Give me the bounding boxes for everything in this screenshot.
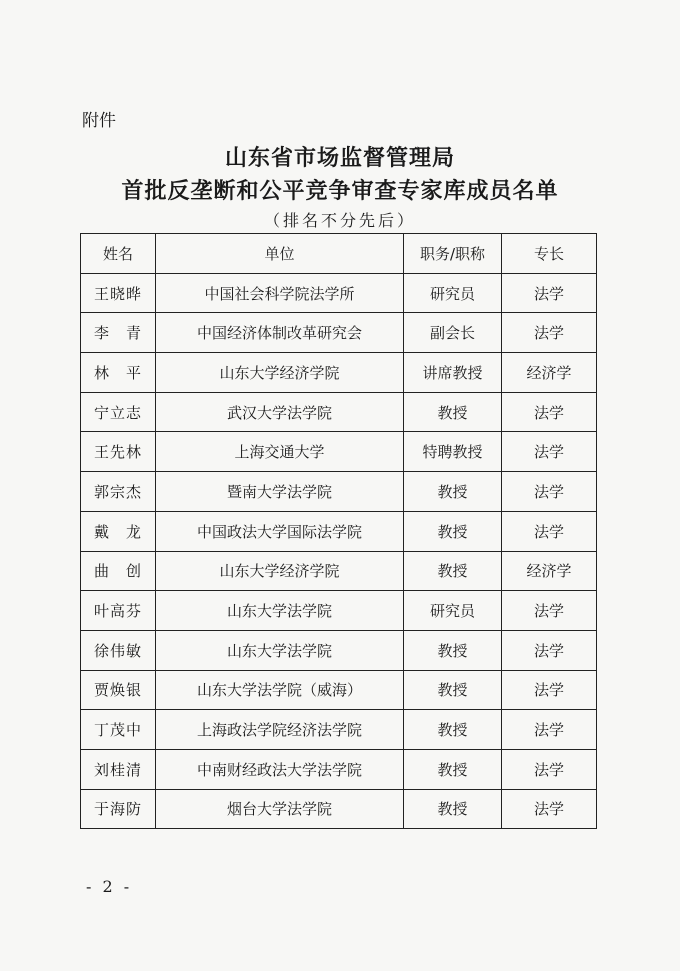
table-row	[81, 353, 597, 393]
header-name: 姓名	[81, 234, 156, 274]
cell-title: 教授	[404, 630, 502, 670]
cell-name: 王先林	[81, 432, 156, 472]
header-organization: 单位	[156, 234, 404, 274]
cell-name: 林 平	[81, 353, 156, 393]
table-row	[81, 472, 597, 512]
table-row	[81, 749, 597, 789]
cell-name: 叶高芬	[81, 591, 156, 631]
table-row	[81, 511, 597, 551]
cell-specialty: 法学	[502, 591, 597, 631]
cell-specialty: 法学	[502, 392, 597, 432]
cell-title: 副会长	[404, 313, 502, 353]
table-row	[81, 273, 597, 313]
cell-organization: 上海政法学院经济法学院	[156, 710, 404, 750]
cell-organization: 中国经济体制改革研究会	[156, 313, 404, 353]
cell-title: 教授	[404, 511, 502, 551]
cell-name: 王晓晔	[81, 273, 156, 313]
cell-title: 教授	[404, 551, 502, 591]
cell-title: 教授	[404, 472, 502, 512]
cell-specialty: 法学	[502, 472, 597, 512]
cell-specialty: 法学	[502, 749, 597, 789]
cell-organization: 烟台大学法学院	[156, 789, 404, 829]
cell-name: 徐伟敏	[81, 630, 156, 670]
table-row	[81, 551, 597, 591]
cell-organization: 山东大学法学院	[156, 591, 404, 631]
cell-name: 贾焕银	[81, 670, 156, 710]
cell-organization: 武汉大学法学院	[156, 392, 404, 432]
cell-organization: 中南财经政法大学法学院	[156, 749, 404, 789]
document-subtitle: （排名不分先后）	[263, 211, 416, 230]
cell-name: 戴 龙	[81, 511, 156, 551]
table-row	[81, 789, 597, 829]
cell-title: 教授	[404, 392, 502, 432]
page-number: - 2 -	[86, 877, 133, 896]
table-row	[81, 591, 597, 631]
cell-specialty: 法学	[502, 789, 597, 829]
header-title: 职务/职称	[404, 234, 502, 274]
cell-specialty: 经济学	[502, 353, 597, 393]
cell-organization: 山东大学法学院	[156, 630, 404, 670]
cell-specialty: 法学	[502, 670, 597, 710]
cell-specialty: 经济学	[502, 551, 597, 591]
cell-title: 特聘教授	[404, 432, 502, 472]
cell-organization: 山东大学法学院（威海）	[156, 670, 404, 710]
document-title-line-1: 山东省市场监督管理局	[224, 145, 455, 171]
cell-specialty: 法学	[502, 511, 597, 551]
document-title-line-2: 首批反垄断和公平竞争审查专家库成员名单	[121, 178, 559, 204]
table-row	[81, 392, 597, 432]
cell-organization: 上海交通大学	[156, 432, 404, 472]
cell-organization: 中国社会科学院法学所	[156, 273, 404, 313]
cell-title: 讲席教授	[404, 353, 502, 393]
cell-title: 教授	[404, 749, 502, 789]
cell-title: 教授	[404, 710, 502, 750]
cell-name: 郭宗杰	[81, 472, 156, 512]
table-header-row	[81, 234, 597, 274]
cell-name: 刘桂清	[81, 749, 156, 789]
cell-name: 于海防	[81, 789, 156, 829]
cell-organization: 暨南大学法学院	[156, 472, 404, 512]
expert-roster-table	[80, 233, 597, 829]
cell-specialty: 法学	[502, 710, 597, 750]
cell-name: 李 青	[81, 313, 156, 353]
cell-name: 宁立志	[81, 392, 156, 432]
table-row	[81, 432, 597, 472]
table-row	[81, 630, 597, 670]
table-row	[81, 710, 597, 750]
cell-organization: 中国政法大学国际法学院	[156, 511, 404, 551]
cell-name: 丁茂中	[81, 710, 156, 750]
attachment-label: 附件	[82, 111, 116, 131]
cell-title: 研究员	[404, 591, 502, 631]
table-row	[81, 670, 597, 710]
table-row	[81, 313, 597, 353]
cell-title: 研究员	[404, 273, 502, 313]
cell-specialty: 法学	[502, 313, 597, 353]
cell-specialty: 法学	[502, 630, 597, 670]
cell-specialty: 法学	[502, 432, 597, 472]
header-specialty: 专长	[502, 234, 597, 274]
cell-title: 教授	[404, 789, 502, 829]
cell-specialty: 法学	[502, 273, 597, 313]
cell-organization: 山东大学经济学院	[156, 353, 404, 393]
cell-organization: 山东大学经济学院	[156, 551, 404, 591]
cell-name: 曲 创	[81, 551, 156, 591]
cell-title: 教授	[404, 670, 502, 710]
